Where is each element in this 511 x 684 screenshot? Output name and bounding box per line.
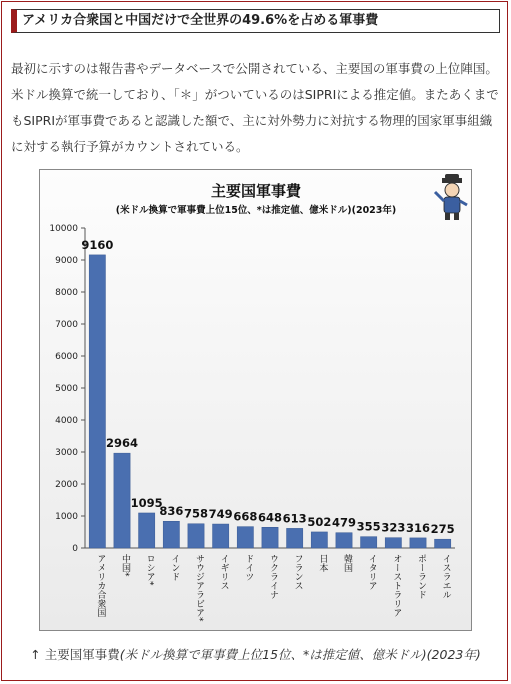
bar: [139, 513, 155, 548]
chart-title: 主要国軍事費: [210, 182, 302, 200]
y-tick-label: 10000: [49, 224, 78, 234]
y-tick-label: 6000: [55, 352, 78, 362]
x-category-label: 韓国: [342, 554, 352, 572]
chart-caption: [0, 645, 511, 663]
chart-panel: [39, 169, 472, 631]
y-tick-label: 7000: [55, 320, 78, 330]
x-category-label: オーストラリア: [391, 554, 402, 617]
intro-paragraph: 最初に示すのは報告書やデータベースで公開されている、主要国の軍事費の上位陣国。米ドル換算で統一しており、「＊」がついているのはSIPRIによる推定値。またあくまでもSIPRIが軍事費であると認識した額で、主に対外勢力に対抗する物理的国家軍事組織に対する執行予算がカウントされている。: [11, 61, 499, 154]
bar-chart: [40, 170, 473, 632]
y-tick-label: 9000: [55, 256, 78, 266]
bar: [114, 453, 130, 548]
bar-value-label: 1095: [130, 495, 163, 510]
bar: [287, 528, 303, 548]
bar-value-label: 836: [159, 504, 184, 519]
chart-subtitle: (米ドル換算で軍事費上位15位、*は推定値、億米ドル)(2023年): [115, 205, 397, 216]
x-category-label: 中国*: [120, 554, 130, 577]
bar: [188, 524, 204, 548]
bar: [311, 532, 327, 548]
bar: [213, 524, 229, 548]
y-tick-label: 5000: [55, 384, 78, 394]
bar-value-label: 316: [405, 520, 431, 535]
x-category-label: 日本: [317, 554, 328, 572]
bar: [385, 538, 401, 548]
x-category-label: イタリア: [366, 554, 377, 590]
bar-value-label: 613: [282, 511, 307, 526]
y-tick-label: 8000: [55, 288, 78, 298]
bar-value-label: 749: [208, 507, 233, 522]
x-category-label: サウジアラビア*: [194, 554, 204, 622]
y-tick-label: 0: [72, 544, 78, 554]
bar: [435, 539, 451, 548]
bar-value-label: 479: [331, 515, 357, 530]
x-category-label: アメリカ合衆国: [95, 554, 106, 617]
bar: [262, 527, 278, 548]
bar: [163, 521, 179, 548]
caption-main: 主要国軍事費: [44, 647, 120, 662]
y-tick-label: 4000: [55, 416, 78, 426]
y-tick-label: 2000: [55, 480, 78, 490]
bar-value-label: 668: [233, 509, 258, 524]
x-category-label: フランス: [292, 554, 303, 590]
bar-value-label: 2964: [105, 436, 139, 451]
caption-sub: (米ドル換算で軍事費上位15位、*は推定値、億米ドル)(2023年): [119, 647, 481, 662]
bar-value-label: 275: [430, 522, 455, 537]
bar-value-label: 502: [307, 514, 332, 529]
mascot-illustration: [435, 174, 467, 220]
bar: [336, 533, 352, 548]
bar: [361, 537, 377, 548]
bar: [89, 255, 105, 548]
bar: [237, 527, 253, 548]
section-heading: アメリカ合衆国と中国だけで全世界の49.6%を占める軍事費: [11, 9, 500, 33]
bar: [410, 538, 426, 548]
bar-value-label: 9160: [81, 237, 114, 252]
y-tick-label: 1000: [55, 512, 78, 522]
x-category-label: ロシア*: [144, 554, 155, 586]
x-category-label: インド: [169, 554, 180, 581]
bar-value-label: 648: [257, 510, 283, 525]
y-tick-label: 3000: [55, 448, 78, 458]
bar-value-label: 323: [381, 520, 406, 535]
x-category-label: ポーランド: [416, 554, 426, 599]
x-category-label: ウクライナ: [268, 554, 278, 599]
plot-area: [49, 224, 455, 622]
bar-value-label: 355: [356, 519, 381, 534]
x-category-label: イギリス: [218, 554, 229, 590]
up-arrow-icon: ↑: [30, 647, 41, 662]
bar-value-label: 758: [183, 506, 209, 521]
x-category-label: イスラエル: [440, 554, 451, 599]
x-category-label: ドイツ: [243, 554, 254, 581]
